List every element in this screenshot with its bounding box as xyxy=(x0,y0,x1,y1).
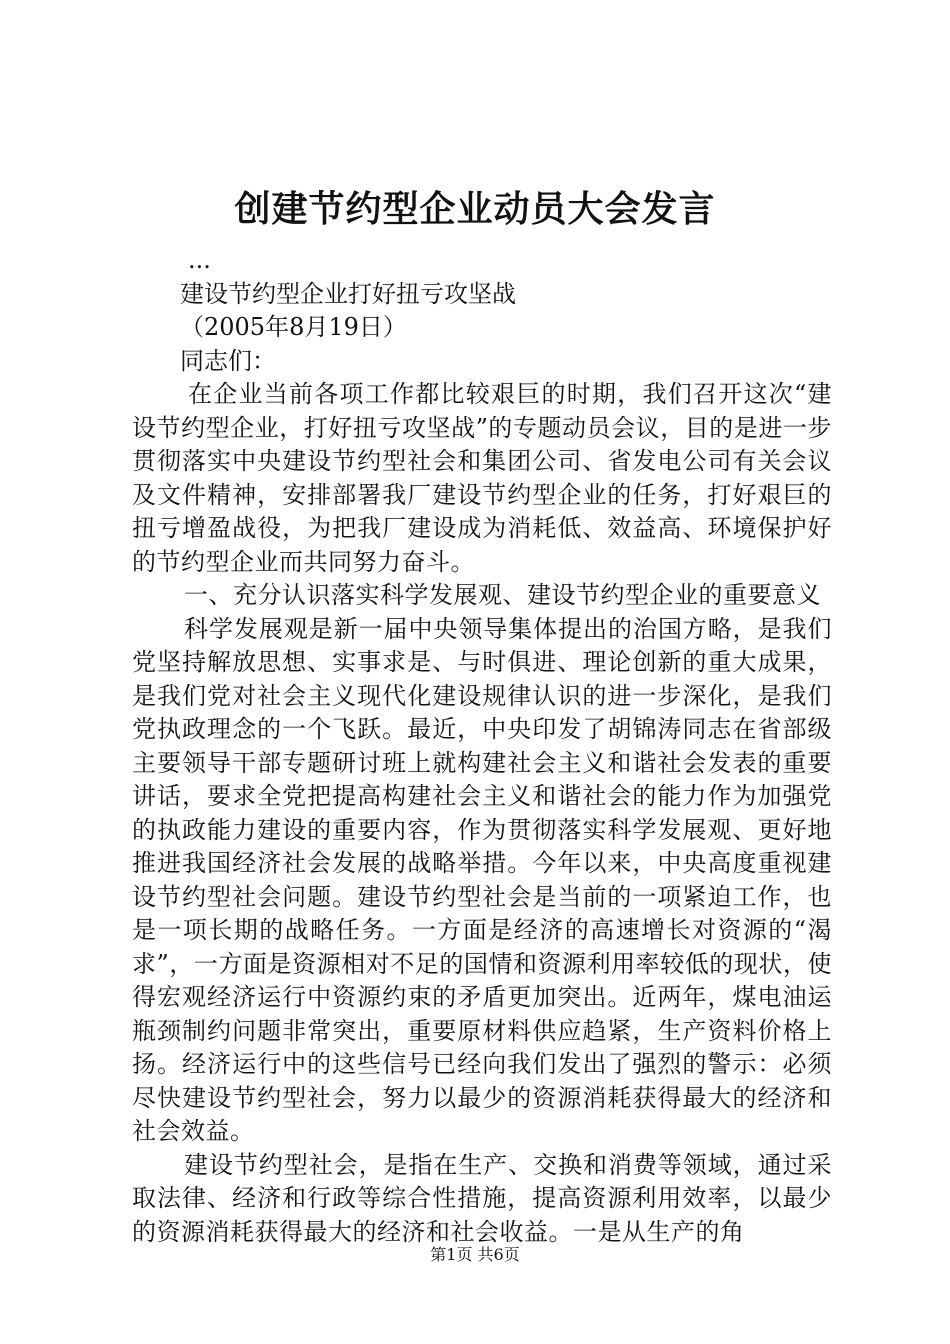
salutation: 同志们： xyxy=(180,346,276,375)
ellipsis-line: ... xyxy=(188,246,211,274)
document-title: 创建节约型企业动员大会发言 xyxy=(234,188,716,230)
document-body xyxy=(132,244,832,1249)
paragraph-science-development: 科学发展观是新一届中央领导集体提出的治国方略，是我们党坚持解放思想、实事求是、与时俱进、理论创新的重大成果，是我们党对社会主义现代化建设规律认识的进一步深化，是我们党执政理念的一个飞跃。最近，中央印发了胡锦涛同志在省部级主要领导干部专题研讨班上就构建社会主义和谐社会发表的重要讲话，要求全党把提高构建社会主义和谐社会的能力作为加强党的执政能力建设的重要内容，作为贯彻落实科学发展观、更好地推进我国经济社会发展的战略举措。今年以来，中央高度重视建设节约型社会问题。建设节约型社会是当前的一项紧迫工作，也是一项长期的战略任务。一方面是经济的高速增长对资源的“渴求”，一方面是资源相对不足的国情和资源利用率较低的现状，使得宏观经济运行中资源约束的矛盾更加突出。近两年，煤电油运瓶颈制约问题非常突出，重要原材料供应趋紧，生产资料价格上扬。经济运行中的这些信号已经向我们发出了强烈的警示：必须尽快建设节约型社会，努力以最少的资源消耗获得最大的经济和社会效益。 xyxy=(132,614,832,1145)
section-heading-1: 一、充分认识落实科学发展观、建设节约型企业的重要意义 xyxy=(184,581,821,609)
paragraph-conservation-society: 建设节约型社会，是指在生产、交换和消费等领域，通过采取法律、经济和行政等综合性措施，提高资源利用效率，以最少的资源消耗获得最大的经济和社会收益。一是从生产的角 xyxy=(132,1150,832,1246)
document-subtitle: 建设节约型企业打好扭亏攻坚战 xyxy=(180,279,516,308)
page-footer: 第1页 共6页 xyxy=(430,1245,520,1264)
document-date: （2005年8月19日） xyxy=(180,313,407,341)
paragraph-intro: 在企业当前各项工作都比较艰巨的时期，我们召开这次“建设节约型企业，打好扭亏攻坚战”的专题动员会议，目的是进一步贯彻落实中央建设节约型社会和集团公司、省发电公司有关会议及文件精神，安排部署我厂建设节约型企业的任务，打好艰巨的扭亏增盈战役，为把我厂建设成为消耗低、效益高、环境保护好的节约型企业而共同努力奋斗。 xyxy=(132,380,832,576)
